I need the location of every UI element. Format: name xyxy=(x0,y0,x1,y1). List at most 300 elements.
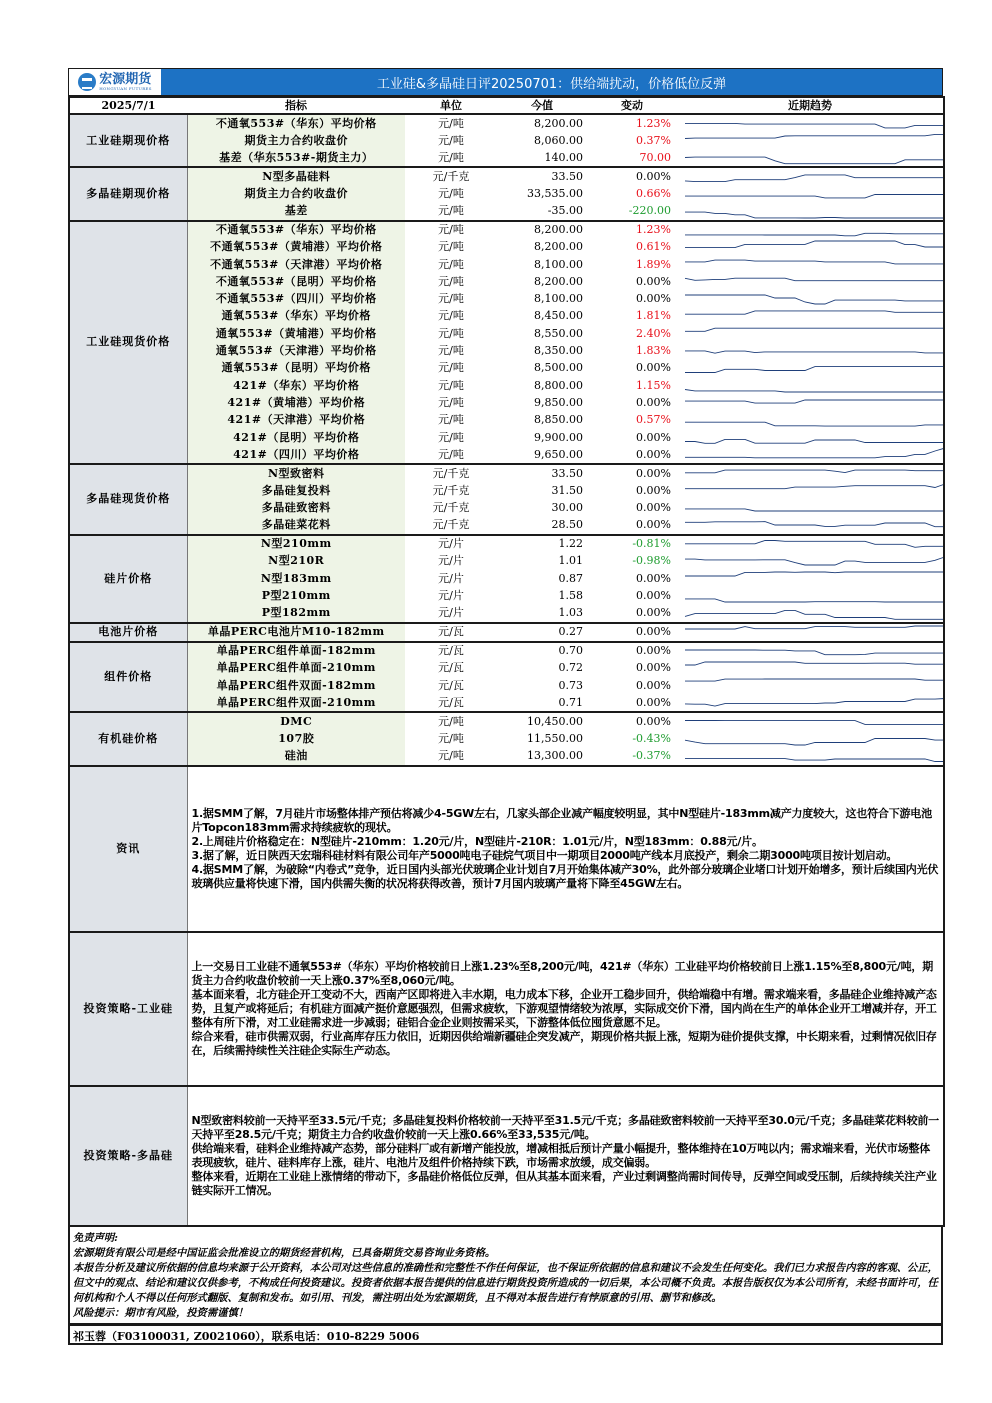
change-cell: 0.00% xyxy=(636,292,671,306)
change-cell: -220.00 xyxy=(628,204,671,218)
disclaimer-line: 风险提示：期市有风险，投资需谨慎！ xyxy=(73,1306,249,1319)
trend-cell xyxy=(677,360,944,377)
indicator-name: 通氧553#（天津港）平均价格 xyxy=(187,342,405,359)
trend-cell xyxy=(677,203,944,221)
indicator-name: 多晶硅致密料 xyxy=(187,499,405,516)
news-content xyxy=(187,766,944,932)
table-row xyxy=(69,167,944,185)
table-row xyxy=(69,412,944,429)
sparkline-path xyxy=(685,699,944,707)
trend-cell xyxy=(677,712,944,730)
unit-cell: 元/吨 xyxy=(438,133,464,147)
category-label: 电池片价格 xyxy=(69,623,187,642)
sparkline-path xyxy=(685,610,944,619)
strategy-paragraph: 供给端来看，硅料企业维持减产态势，部分硅料厂或有新增产能投放，增减相抵后预计产量小幅提升，整体维持在10万吨以内；需求端来看，光伏市场整体表现疲软，硅片、硅料库存上涨，硅片、电池片及组件价格持续下跌，市场需求放缓，成交偏弱。 xyxy=(191,1141,931,1169)
unit-cell: 元/吨 xyxy=(438,430,464,444)
trend-cell xyxy=(677,185,944,202)
value-cell: 8,100.00 xyxy=(534,292,583,306)
table-row xyxy=(69,587,944,604)
unit-cell: 元/片 xyxy=(438,554,464,568)
sparkline xyxy=(677,553,944,570)
unit-cell: 元/吨 xyxy=(438,240,464,254)
unit-cell: 元/千克 xyxy=(405,464,497,482)
strategy-si-content xyxy=(187,932,944,1086)
change-cell: -0.43% xyxy=(632,731,671,745)
value-cell: 140.00 xyxy=(544,150,583,164)
indicator-name: 基差（华东553#-期货主力） xyxy=(187,149,405,167)
sparkline xyxy=(677,660,944,677)
value-cell: 1.01 xyxy=(558,554,583,568)
change-cell: 0.00% xyxy=(587,712,677,730)
sparkline xyxy=(677,273,944,290)
table-row xyxy=(69,623,944,642)
trend-cell xyxy=(677,605,944,623)
change-cell: 0.00% xyxy=(636,661,671,675)
trend-cell xyxy=(677,570,944,587)
indicator-name: 不通氧553#（四川）平均价格 xyxy=(187,290,405,307)
strategy-paragraph: 基本面来看，北方硅企开工变动不大，西南产区即将进入丰水期，电力成本下移，企业开工稳步回升，供给端稳中有增。需求端来看，多晶硅企业维持减产态势，且复产或将延后；有机硅方面减产挺价意愿强烈，但需求疲软，下游观望情绪较为浓厚，实际成交价下滑，国内尚在生产的单体企业开工增减并存，开工整体有所下滑，对工业硅需求进一步减弱；硅铝合金企业则按需采买，下游整体低位囤货意愿不足。 xyxy=(191,987,937,1029)
indicator-name: 不通氧553#（黄埔港）平均价格 xyxy=(187,239,405,256)
sparkline-path xyxy=(685,241,944,248)
unit-cell: 元/吨 xyxy=(438,292,464,306)
report-page xyxy=(68,68,943,1345)
change-cell: 0.00% xyxy=(636,695,671,709)
change-cell: 0.57% xyxy=(636,413,671,427)
category-label: 有机硅价格 xyxy=(69,712,187,765)
sparkline xyxy=(677,256,944,273)
sparkline-path xyxy=(685,626,944,629)
unit-cell: 元/吨 xyxy=(438,150,464,164)
sparkline-path xyxy=(685,233,944,236)
sparkline xyxy=(677,748,944,765)
sparkline-path xyxy=(685,662,944,665)
value-cell: 11,550.00 xyxy=(527,731,583,745)
indicator-name: 421#（天津港）平均价格 xyxy=(187,412,405,429)
trend-cell xyxy=(677,377,944,394)
sparkline-path xyxy=(685,557,944,565)
indicator-name: N型210R xyxy=(187,553,405,570)
sparkline xyxy=(677,429,944,446)
col-unit: 单位 xyxy=(405,97,497,114)
value-cell: 8,450.00 xyxy=(534,309,583,323)
unit-cell: 元/吨 xyxy=(438,326,464,340)
sparkline xyxy=(677,185,944,202)
sparkline xyxy=(677,168,944,185)
indicator-name: 不通氧553#（华东）平均价格 xyxy=(187,221,405,239)
trend-cell xyxy=(677,623,944,642)
table-row xyxy=(69,342,944,359)
change-cell: 0.00% xyxy=(636,606,671,620)
table-row xyxy=(69,570,944,587)
indicator-name: 期货主力合约收盘价 xyxy=(187,185,405,202)
change-cell: 2.40% xyxy=(636,326,671,340)
value-cell: 33.50 xyxy=(497,464,587,482)
table-row xyxy=(69,132,944,149)
sparkline xyxy=(677,605,944,622)
sparkline xyxy=(677,465,944,482)
indicator-name: 421#（华东）平均价格 xyxy=(187,377,405,394)
strategy-paragraph: N型致密料较前一天持平至33.5元/千克；多晶硅复投料价格较前一天持平至31.5元/千克；多晶硅致密料较前一天持平至30.0元/千克；多晶硅菜花料较前一天持平至28.5元/千克；期货主力合约收盘价较前一天上涨0.66%至33,535元/吨。 xyxy=(191,1113,939,1141)
indicator-name: 多晶硅菜花料 xyxy=(187,517,405,535)
strategy-paragraph: 上一交易日工业硅不通氧553#（华东）平均价格较前日上涨1.23%至8,200元/吨，421#（华东）工业硅平均价格较前日上涨1.15%至8,800元/吨，期货主力合约收盘价较前一天上涨0.37%至8,060元/吨。 xyxy=(191,959,933,987)
unit-cell: 元/千克 xyxy=(432,518,470,532)
sparkline-path xyxy=(685,175,944,182)
disclaimer-title: 免责声明: xyxy=(73,1231,118,1244)
sparkline-path xyxy=(685,390,944,393)
table-row xyxy=(69,114,944,132)
col-today: 今值 xyxy=(497,97,587,114)
value-cell: 8,200.00 xyxy=(497,114,587,132)
sparkline xyxy=(677,517,944,534)
indicator-name: 单晶PERC电池片M10-182mm xyxy=(187,623,405,642)
indicator-name: 单晶PERC组件双面-182mm xyxy=(187,677,405,694)
disclaimer-line: 本报告分析及建议所依据的信息均来源于公开资料，本公司对这些信息的准确性和完整性不作任何保证，也不保证所依据的信息和建议不会发生任何变化。我们已力求报告内容的客观、公正，但文中的观点、结论和建议仅供参考，不构成任何投资建议。投资者依据本报告提供的信息进行期货投资所造成的一切后果，本公司概不负责。本报告版权仅为本公司所有，未经书面许可，任何机构和个人不得以任何形式翻版、复制和发布。如引用、刊发，需注明出处为宏源期货，且不得对本报告进行有悖原意的引用、删节和修改。 xyxy=(73,1261,938,1304)
price-table xyxy=(68,96,945,1227)
sparkline-path xyxy=(685,439,944,443)
sparkline-path xyxy=(685,135,944,139)
sparkline-path xyxy=(685,521,944,526)
value-cell: 0.71 xyxy=(558,695,583,709)
unit-cell: 元/吨 xyxy=(438,309,464,323)
sparkline xyxy=(677,132,944,149)
table-row xyxy=(69,394,944,411)
value-cell: 8,200.00 xyxy=(534,240,583,254)
trend-cell xyxy=(677,642,944,660)
strategy-paragraph: 综合来看，硅市供需双弱，行业高库存压力依旧，近期因供给端新疆硅企突发减产，期现价格共振上涨，短期为硅价提供支撑，中长期来看，过剩情况依旧存在，后续需持续性关注硅企实际生产动态。 xyxy=(191,1029,937,1057)
table-row xyxy=(69,446,944,464)
change-cell: 0.00% xyxy=(636,588,671,602)
indicator-name: 基差 xyxy=(187,203,405,221)
disclaimer xyxy=(68,1227,943,1325)
indicator-name: 不通氧553#（华东）平均价格 xyxy=(187,114,405,132)
value-cell: 10,450.00 xyxy=(497,712,587,730)
unit-cell: 元/片 xyxy=(405,535,497,553)
sparkline xyxy=(677,624,944,641)
change-cell: 0.00% xyxy=(636,483,671,497)
news-paragraph: 1.据SMM了解，7月硅片市场整体排产预估将减少4-5GW左右，几家头部企业减产幅度较明显，其中N型硅片-183mm减产力度较大，这也符合下游电池片Topcon183mm需求持续疲软的现状。 xyxy=(191,806,932,834)
indicator-name: 单晶PERC组件单面-210mm xyxy=(187,660,405,677)
sparkline-path xyxy=(685,328,944,331)
table-row xyxy=(69,203,944,221)
sparkline xyxy=(677,643,944,660)
indicator-name: P型210mm xyxy=(187,587,405,604)
trend-cell xyxy=(677,694,944,712)
sparkline xyxy=(677,694,944,711)
value-cell: 8,800.00 xyxy=(534,378,583,392)
strategy-poly-label: 投资策略-多晶硅 xyxy=(69,1086,187,1226)
trend-cell xyxy=(677,132,944,149)
unit-cell: 元/吨 xyxy=(405,221,497,239)
indicator-name: DMC xyxy=(187,712,405,730)
sparkline xyxy=(677,446,944,463)
unit-cell: 元/瓦 xyxy=(438,695,464,709)
brand-logo-icon xyxy=(78,73,96,91)
brand-logo xyxy=(69,69,161,95)
table-row xyxy=(69,517,944,535)
sparkline xyxy=(677,222,944,239)
table-row xyxy=(69,360,944,377)
indicator-name: 421#（黄埔港）平均价格 xyxy=(187,394,405,411)
trend-cell xyxy=(677,342,944,359)
value-cell: 8,500.00 xyxy=(534,361,583,375)
sparkline-path xyxy=(685,400,944,403)
change-cell: 0.00% xyxy=(587,464,677,482)
sparkline-path xyxy=(685,448,944,458)
trend-cell xyxy=(677,273,944,290)
news-row xyxy=(69,766,944,932)
category-label: 硅片价格 xyxy=(69,535,187,623)
trend-cell xyxy=(677,587,944,604)
unit-cell: 元/吨 xyxy=(438,413,464,427)
change-cell: 0.00% xyxy=(636,361,671,375)
sparkline xyxy=(677,115,944,132)
sparkline-path xyxy=(685,758,944,761)
analyst-contact: 祁玉蓉（F03100031, Z0021060），联系电话：010-8229 5006 xyxy=(68,1325,943,1345)
value-cell: 8,850.00 xyxy=(534,413,583,427)
value-cell: 0.87 xyxy=(558,571,583,585)
table-row xyxy=(69,642,944,660)
sparkline-path xyxy=(685,366,944,372)
change-cell: -0.98% xyxy=(632,554,671,568)
sparkline-path xyxy=(685,599,944,602)
change-cell: -0.81% xyxy=(587,535,677,553)
news-paragraph: 2.上周硅片价格稳定在：N型硅片-210mm：1.20元/片，N型硅片-210R：1.01元/片，N型183mm：0.88元/片。 xyxy=(191,834,763,848)
sparkline-path xyxy=(685,260,944,264)
change-cell: 0.37% xyxy=(636,133,671,147)
unit-cell: 元/吨 xyxy=(438,731,464,745)
sparkline xyxy=(677,570,944,587)
sparkline xyxy=(677,325,944,342)
trend-cell xyxy=(677,660,944,677)
category-label: 多晶硅期现价格 xyxy=(69,167,187,220)
value-cell: 0.73 xyxy=(558,678,583,692)
sparkline-path xyxy=(685,295,944,304)
strategy-si-label: 投资策略-工业硅 xyxy=(69,932,187,1086)
change-cell: 0.00% xyxy=(636,571,671,585)
sparkline-path xyxy=(685,721,944,725)
indicator-name: 期货主力合约收盘价 xyxy=(187,132,405,149)
sparkline xyxy=(677,394,944,411)
report-header xyxy=(68,68,943,96)
col-trend: 近期趋势 xyxy=(677,97,944,114)
trend-cell xyxy=(677,149,944,167)
unit-cell: 元/吨 xyxy=(438,361,464,375)
sparkline xyxy=(677,149,944,166)
unit-cell: 元/瓦 xyxy=(438,661,464,675)
change-cell: 0.00% xyxy=(587,167,677,185)
change-cell: 0.00% xyxy=(636,678,671,692)
sparkline-path xyxy=(685,157,944,164)
value-cell: 13,300.00 xyxy=(527,749,583,763)
value-cell: 31.50 xyxy=(551,483,583,497)
sparkline xyxy=(677,713,944,730)
sparkline-path xyxy=(685,508,944,510)
table-row xyxy=(69,605,944,623)
unit-cell: 元/吨 xyxy=(438,749,464,763)
strategy-si-row xyxy=(69,932,944,1086)
unit-cell: 元/片 xyxy=(438,588,464,602)
change-cell: 0.00% xyxy=(587,642,677,660)
trend-cell xyxy=(677,290,944,307)
trend-cell xyxy=(677,517,944,535)
table-row xyxy=(69,239,944,256)
table-row xyxy=(69,660,944,677)
sparkline xyxy=(677,360,944,377)
indicator-name: 多晶硅复投料 xyxy=(187,482,405,499)
value-cell: 0.27 xyxy=(497,623,587,642)
trend-cell xyxy=(677,482,944,499)
table-row xyxy=(69,730,944,747)
sparkline-path xyxy=(685,279,944,282)
sparkline xyxy=(677,343,944,360)
indicator-name: N型183mm xyxy=(187,570,405,587)
sparkline xyxy=(677,500,944,517)
news-paragraph: 3.据了解，近日陕西天宏瑞科硅材料有限公司年产5000吨电子硅烷气项目中一期项目2000吨产线本月底投产，剩余二期3000吨项目按计划启动。 xyxy=(191,848,898,862)
indicator-name: 单晶PERC组件单面-182mm xyxy=(187,642,405,660)
sparkline xyxy=(677,677,944,694)
indicator-name: 107胶 xyxy=(187,730,405,747)
change-cell: 1.81% xyxy=(636,309,671,323)
change-cell: -0.37% xyxy=(632,749,671,763)
indicator-name: 通氧553#（华东）平均价格 xyxy=(187,308,405,325)
value-cell: 1.03 xyxy=(558,606,583,620)
value-cell: 30.00 xyxy=(551,501,583,515)
trend-cell xyxy=(677,748,944,766)
table-row xyxy=(69,273,944,290)
table-row xyxy=(69,464,944,482)
table-row xyxy=(69,535,944,553)
sparkline xyxy=(677,239,944,256)
sparkline-path xyxy=(685,123,944,128)
unit-cell: 元/吨 xyxy=(438,186,464,200)
change-cell: 1.15% xyxy=(636,378,671,392)
disclaimer-line: 宏源期货有限公司是经中国证监会批准设立的期货经营机构，已具备期货交易咨询业务资格。 xyxy=(73,1246,496,1259)
sparkline-path xyxy=(685,311,944,314)
value-cell: -35.00 xyxy=(547,204,583,218)
change-cell: 0.00% xyxy=(587,623,677,642)
sparkline-path xyxy=(685,679,944,681)
col-indicator: 指标 xyxy=(187,97,405,114)
table-row xyxy=(69,748,944,766)
change-cell: 0.00% xyxy=(636,395,671,409)
change-cell: 0.00% xyxy=(636,447,671,461)
table-row xyxy=(69,256,944,273)
change-cell: 1.23% xyxy=(587,114,677,132)
table-row xyxy=(69,377,944,394)
indicator-name: 单晶PERC组件双面-210mm xyxy=(187,694,405,712)
category-label: 工业硅期现价格 xyxy=(69,114,187,167)
trend-cell xyxy=(677,535,944,553)
value-cell: 0.70 xyxy=(497,642,587,660)
change-cell: 0.00% xyxy=(636,518,671,532)
unit-cell: 元/千克 xyxy=(405,167,497,185)
table-row xyxy=(69,429,944,446)
change-cell: 1.89% xyxy=(636,257,671,271)
trend-cell xyxy=(677,553,944,570)
strategy-paragraph: 整体来看，近期在工业硅上涨情绪的带动下，多晶硅价格低位反弹，但从其基本面来看，产业过剩调整尚需时间传导，反弹空间或受压制，后续持续关注产业链实际开工情况。 xyxy=(191,1169,937,1197)
indicator-name: 不通氧553#（天津港）平均价格 xyxy=(187,256,405,273)
sparkline-path xyxy=(685,195,944,198)
brand-name: 宏源期货 xyxy=(99,71,152,87)
indicator-name: 421#（昆明）平均价格 xyxy=(187,429,405,446)
table-row xyxy=(69,694,944,712)
sparkline-path xyxy=(685,470,944,473)
change-cell: 1.23% xyxy=(587,221,677,239)
indicator-name: 通氧553#（黄埔港）平均价格 xyxy=(187,325,405,342)
table-row xyxy=(69,308,944,325)
unit-cell: 元/千克 xyxy=(432,501,470,515)
trend-cell xyxy=(677,412,944,429)
unit-cell: 元/吨 xyxy=(438,257,464,271)
value-cell: 8,100.00 xyxy=(534,257,583,271)
unit-cell: 元/千克 xyxy=(432,483,470,497)
sparkline-path xyxy=(685,540,944,547)
indicator-name: P型182mm xyxy=(187,605,405,623)
indicator-name: N型210mm xyxy=(187,535,405,553)
col-change: 变动 xyxy=(587,97,677,114)
value-cell: 1.22 xyxy=(497,535,587,553)
change-cell: 0.66% xyxy=(636,186,671,200)
table-row xyxy=(69,325,944,342)
table-header-row xyxy=(69,97,944,114)
value-cell: 8,060.00 xyxy=(534,133,583,147)
sparkline-path xyxy=(685,484,944,489)
value-cell: 33,535.00 xyxy=(527,186,583,200)
indicator-name: 硅油 xyxy=(187,748,405,766)
sparkline-path xyxy=(685,212,944,218)
unit-cell: 元/片 xyxy=(438,606,464,620)
trend-cell xyxy=(677,429,944,446)
sparkline xyxy=(677,587,944,604)
indicator-name: N型致密料 xyxy=(187,464,405,482)
value-cell: 8,550.00 xyxy=(534,326,583,340)
value-cell: 0.72 xyxy=(558,661,583,675)
value-cell: 9,650.00 xyxy=(534,447,583,461)
category-label: 多晶硅现货价格 xyxy=(69,464,187,535)
table-row xyxy=(69,185,944,202)
value-cell: 8,200.00 xyxy=(534,274,583,288)
trend-cell xyxy=(677,221,944,239)
unit-cell: 元/瓦 xyxy=(405,623,497,642)
change-cell: 1.83% xyxy=(636,344,671,358)
brand-name-en: HONGYUAN FUTURES xyxy=(99,85,152,91)
indicator-name: N型多晶硅料 xyxy=(187,167,405,185)
sparkline-path xyxy=(685,572,944,576)
sparkline xyxy=(677,536,944,553)
sparkline-path xyxy=(685,350,944,352)
trend-cell xyxy=(677,114,944,132)
trend-cell xyxy=(677,256,944,273)
sparkline xyxy=(677,291,944,308)
category-label: 组件价格 xyxy=(69,642,187,713)
news-paragraph: 4.据SMM了解，为破除“内卷式”竞争，近日国内头部光伏玻璃企业计划自7月开始集体减产30%，此外部分玻璃企业堵口计划开始增多，预计后续国内光伏玻璃供应量将快速下滑，国内供需失衡的状况将获得改善，预计7月国内玻璃产量将下降至45GW左右。 xyxy=(191,862,939,890)
strategy-poly-content xyxy=(187,1086,944,1226)
sparkline-path xyxy=(685,650,944,655)
value-cell: 9,850.00 xyxy=(534,395,583,409)
unit-cell: 元/吨 xyxy=(405,114,497,132)
strategy-poly-row xyxy=(69,1086,944,1226)
news-label: 资讯 xyxy=(69,766,187,932)
sparkline xyxy=(677,203,944,220)
sparkline-path xyxy=(685,739,944,746)
sparkline xyxy=(677,377,944,394)
trend-cell xyxy=(677,325,944,342)
value-cell: 9,900.00 xyxy=(534,430,583,444)
trend-cell xyxy=(677,499,944,516)
table-body xyxy=(69,114,944,766)
report-date: 2025/7/1 xyxy=(69,97,187,114)
category-label: 工业硅现货价格 xyxy=(69,221,187,465)
